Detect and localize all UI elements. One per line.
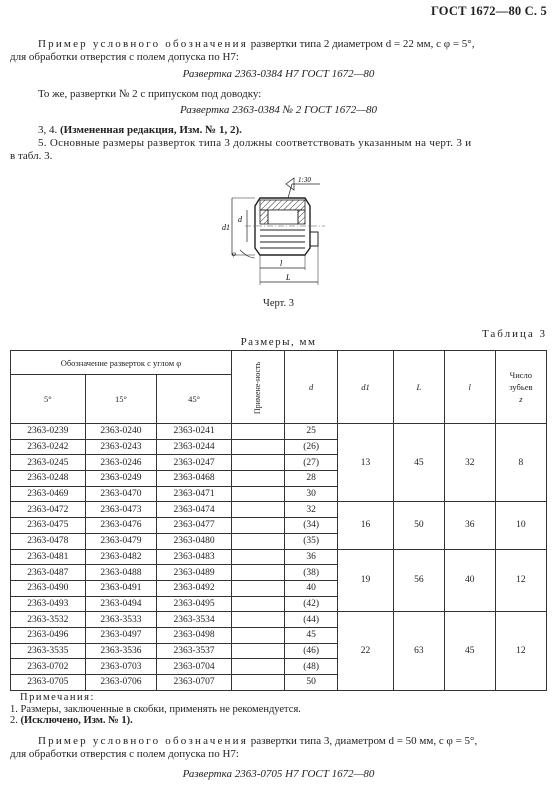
l-header: l (444, 351, 495, 424)
angle-5-header: 5° (11, 375, 86, 424)
code-45-cell: 2363-0704 (157, 659, 232, 675)
code-5-cell: 2363-0242 (11, 439, 86, 455)
reamer-drawing (210, 170, 360, 295)
code-45-cell: 2363-0707 (157, 675, 232, 691)
z-cell: 8 (495, 424, 546, 502)
code-15-cell: 2363-3533 (85, 612, 157, 628)
d1-cell: 22 (338, 612, 394, 690)
code-5-cell: 2363-0472 (11, 502, 86, 518)
d1-cell: 19 (338, 549, 394, 612)
table-row (11, 612, 547, 628)
l-cell: 32 (444, 424, 495, 502)
table-title: Размеры, мм (240, 336, 317, 348)
code-5-cell: 2363-0469 (11, 486, 86, 502)
code-45-cell: 2363-0474 (157, 502, 232, 518)
code-45-cell: 2363-0468 (157, 471, 232, 487)
l-cell: 40 (444, 549, 495, 612)
dimensions-table (10, 350, 547, 691)
example-lead-3: Пример условного обозначения (38, 735, 248, 747)
applicability-cell (231, 424, 284, 440)
notes-title: Примечания: (20, 692, 95, 703)
applicability-cell (231, 549, 284, 565)
code-5-cell: 2363-0487 (11, 565, 86, 581)
d-cell: (27) (285, 455, 338, 471)
code-5-cell: 2363-0481 (11, 549, 86, 565)
code-45-cell: 2363-3537 (157, 643, 232, 659)
code-15-cell: 2363-0703 (85, 659, 157, 675)
applicability-header: Примене-ность (231, 351, 284, 424)
code-15-cell: 2363-0497 (85, 627, 157, 643)
d-cell: 32 (285, 502, 338, 518)
d-cell: (48) (285, 659, 338, 675)
applicability-cell (231, 486, 284, 502)
d-cell: 36 (285, 549, 338, 565)
code-15-cell: 2363-0476 (85, 518, 157, 534)
d-cell: (38) (285, 565, 338, 581)
angle-45-header: 45° (157, 375, 232, 424)
amendment-prefix: 3, 4. (38, 124, 60, 136)
code-5-cell: 2363-0490 (11, 580, 86, 596)
applicability-cell (231, 596, 284, 612)
d1-header: d1 (338, 351, 394, 424)
code-5-cell: 2363-0496 (11, 627, 86, 643)
applicability-cell (231, 439, 284, 455)
code-5-cell: 2363-0702 (11, 659, 86, 675)
L-cell: 45 (393, 424, 444, 502)
code-15-cell: 2363-0249 (85, 471, 157, 487)
code-15-cell: 2363-0479 (85, 533, 157, 549)
code-45-cell: 2363-0495 (157, 596, 232, 612)
d-cell: (42) (285, 596, 338, 612)
applicability-cell (231, 627, 284, 643)
d-header: d (285, 351, 338, 424)
amendment-bold: (Измененная редакция, Изм. № 1, 2). (60, 124, 242, 136)
table-label: Таблица 3 (481, 328, 547, 340)
code-45-cell: 2363-0244 (157, 439, 232, 455)
code-45-cell: 2363-0480 (157, 533, 232, 549)
L-cell: 56 (393, 549, 444, 612)
code-15-cell: 2363-0243 (85, 439, 157, 455)
l-cell: 45 (444, 612, 495, 690)
example-paragraph-1 (38, 38, 550, 51)
L-cell: 50 (393, 502, 444, 549)
code-5-cell: 2363-0475 (11, 518, 86, 534)
applicability-cell (231, 659, 284, 675)
z-cell: 10 (495, 502, 546, 549)
d-cell: 40 (285, 580, 338, 596)
L-header: L (393, 351, 444, 424)
applicability-cell (231, 533, 284, 549)
code-15-cell: 2363-0494 (85, 596, 157, 612)
d-cell: 28 (285, 471, 338, 487)
page-header: ГОСТ 1672—80 С. 5 (430, 4, 547, 18)
phi-label: φ (232, 250, 236, 258)
designation-3: Развертка 2363-0705 Н7 ГОСТ 1672—80 (182, 768, 375, 780)
d1-cell: 16 (338, 502, 394, 549)
example-paragraph-3-line2: для обработки отверстия с полем допуска по Н7: (10, 748, 239, 760)
d-cell: 45 (285, 627, 338, 643)
code-45-cell: 2363-0498 (157, 627, 232, 643)
d-cell: (26) (285, 439, 338, 455)
code-5-cell: 2363-0245 (11, 455, 86, 471)
applicability-cell (231, 565, 284, 581)
L-label: L (286, 273, 291, 282)
example-rest-3: развертки типа 3, диаметром d = 50 мм, с φ = 5°, (247, 735, 478, 747)
code-5-cell: 2363-0248 (11, 471, 86, 487)
applicability-cell (231, 518, 284, 534)
code-45-cell: 2363-0492 (157, 580, 232, 596)
code-5-cell: 2363-3535 (11, 643, 86, 659)
code-15-cell: 2363-0470 (85, 486, 157, 502)
code-45-cell: 2363-0241 (157, 424, 232, 440)
code-45-cell: 2363-0489 (157, 565, 232, 581)
code-15-cell: 2363-0240 (85, 424, 157, 440)
amendment-note (38, 124, 242, 137)
d-cell: (44) (285, 612, 338, 628)
example-paragraph-3 (38, 735, 550, 748)
code-15-cell: 2363-0488 (85, 565, 157, 581)
d-cell: (34) (285, 518, 338, 534)
d-cell: 25 (285, 424, 338, 440)
z-cell: 12 (495, 549, 546, 612)
example-paragraph-1-line2: для обработки отверстия с полем допуска по Н7: (10, 51, 239, 63)
table-row (11, 424, 547, 440)
code-5-cell: 2363-0478 (11, 533, 86, 549)
main-dimensions-line2: в табл. 3. (10, 150, 53, 162)
applicability-cell (231, 471, 284, 487)
code-15-cell: 2363-0246 (85, 455, 157, 471)
code-15-cell: 2363-0491 (85, 580, 157, 596)
d1-cell: 13 (338, 424, 394, 502)
code-45-cell: 2363-0247 (157, 455, 232, 471)
table-row (11, 502, 547, 518)
taper-label: 1:30 (298, 176, 311, 184)
same-paragraph: То же, развертки № 2 с припуском под доводку: (38, 88, 262, 100)
designation-header: Обозначение разверток с углом φ (11, 351, 232, 375)
L-cell: 63 (393, 612, 444, 690)
applicability-cell (231, 455, 284, 471)
code-45-cell: 2363-0477 (157, 518, 232, 534)
z-cell: 12 (495, 612, 546, 690)
code-15-cell: 2363-0473 (85, 502, 157, 518)
code-15-cell: 2363-0482 (85, 549, 157, 565)
d-cell: (46) (285, 643, 338, 659)
d-cell: 30 (285, 486, 338, 502)
code-5-cell: 2363-0239 (11, 424, 86, 440)
applicability-cell (231, 502, 284, 518)
d-cell: (35) (285, 533, 338, 549)
code-15-cell: 2363-3536 (85, 643, 157, 659)
d1-label: d1 (222, 223, 230, 232)
applicability-cell (231, 612, 284, 628)
d-label: d (238, 215, 242, 224)
applicability-cell (231, 643, 284, 659)
code-45-cell: 2363-0471 (157, 486, 232, 502)
l-cell: 36 (444, 502, 495, 549)
example-rest: развертки типа 2 диаметром d = 22 мм, с φ = 5°, (247, 38, 475, 50)
table-row (11, 549, 547, 565)
code-5-cell: 2363-0705 (11, 675, 86, 691)
code-45-cell: 2363-0483 (157, 549, 232, 565)
code-45-cell: 2363-3534 (157, 612, 232, 628)
code-15-cell: 2363-0706 (85, 675, 157, 691)
note-1: 1. Размеры, заключенные в скобки, применять не рекомендуется. (10, 703, 301, 715)
notes (10, 692, 301, 727)
example-lead: Пример условного обозначения (38, 38, 248, 50)
note-2: 2. (Исключено, Изм. № 1). (10, 715, 133, 726)
designation-2: Развертка 2363-0384 № 2 ГОСТ 1672—80 (180, 104, 377, 116)
d-cell: 50 (285, 675, 338, 691)
code-5-cell: 2363-3532 (11, 612, 86, 628)
angle-15-header: 15° (85, 375, 157, 424)
applicability-cell (231, 580, 284, 596)
teeth-header: Число зубьев z (495, 351, 546, 424)
figure-caption: Черт. 3 (263, 298, 294, 309)
applicability-cell (231, 675, 284, 691)
l-label: l (280, 259, 283, 268)
code-5-cell: 2363-0493 (11, 596, 86, 612)
designation-1: Развертка 2363-0384 Н7 ГОСТ 1672—80 (182, 68, 375, 80)
main-dimensions-line1: 5. Основные размеры разверток типа 3 должны соответствовать указанным на черт. 3 и (38, 137, 472, 149)
